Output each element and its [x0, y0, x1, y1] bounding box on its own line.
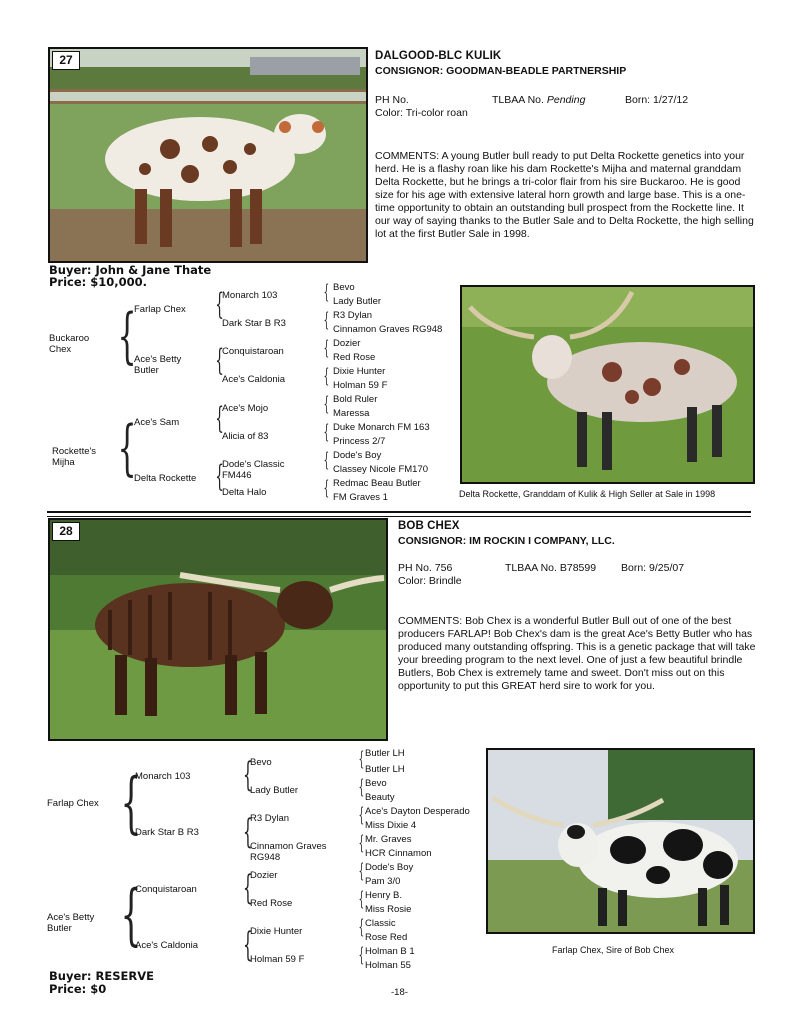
ped28-ggg-10: Pam 3/0 — [365, 876, 401, 887]
delta-rockette-caption: Delta Rockette, Granddam of Kulik & High Seller at Sale in 1998 — [459, 489, 716, 499]
brace-icon: { — [215, 287, 224, 322]
ped28-gg-7: Dixie Hunter — [250, 926, 303, 937]
brace-icon: { — [358, 774, 365, 798]
ped27-ggg-2: Lady Butler — [333, 296, 382, 307]
ped28-g-1: Monarch 103 — [135, 771, 191, 782]
section-divider-thin — [47, 516, 751, 517]
brace-icon: { — [323, 419, 330, 443]
ped27-dam: Rockette's Mijha — [52, 446, 97, 468]
ped27-ggg-10: Maressa — [333, 408, 370, 419]
lot-28-title: BOB CHEX — [398, 520, 460, 532]
lot-27-born — [625, 94, 688, 107]
lot-28-buyer: Buyer: RESERVE — [49, 969, 154, 983]
lot-27-title: DALGOOD-BLC KULIK — [375, 50, 502, 62]
lot-27-born-date: 1/27/12 — [653, 94, 689, 106]
ped28-g-2: Dark Star B R3 — [135, 827, 199, 838]
brace-icon: { — [358, 914, 365, 938]
ped28-ggg-3: Bevo — [365, 778, 387, 789]
brace-icon: { — [358, 886, 365, 910]
ped27-ggg-12: Princess 2/7 — [333, 436, 386, 447]
brace-icon: { — [242, 925, 253, 965]
ped27-ggg-8: Holman 59 F — [333, 380, 388, 391]
ped27-ggg-15: Redmac Beau Butler — [333, 478, 421, 489]
brace-icon: { — [358, 830, 365, 854]
lot-28-tlbaa: TLBAA No. B78599 — [505, 562, 597, 574]
ped28-g-3: Conquistaroan — [135, 884, 197, 895]
ped28-ggg-1: Butler LH — [365, 748, 405, 759]
delta-rockette-photo — [460, 285, 755, 484]
brace-icon: { — [323, 447, 330, 471]
ped28-dam: Ace's Betty Butler — [47, 912, 95, 934]
lot-27-tlbaa-value: Pending — [546, 94, 586, 106]
ped27-sire: Buckaroo Chex — [49, 333, 90, 355]
ped28-ggg-8: HCR Cinnamon — [365, 848, 432, 859]
ped28-ggg-4: Beauty — [365, 792, 395, 803]
lot-27-ph: PH No. — [375, 94, 409, 106]
ped27-ggg-7: Dixie Hunter — [333, 366, 386, 377]
brace-icon: { — [323, 391, 330, 415]
brace-icon: { — [242, 812, 253, 852]
brace-icon: { — [215, 459, 224, 494]
lot-27-tlbaa-label: TLBAA No. — [492, 94, 544, 106]
ped27-g-4: Delta Rockette — [134, 473, 197, 484]
ped27-ggg-13: Dode's Boy — [333, 450, 382, 461]
brace-icon: { — [117, 413, 137, 483]
ped27-gg-6: Alicia of 83 — [222, 431, 269, 442]
ped28-ggg-11: Henry B. — [365, 890, 402, 901]
ped28-ggg-5: Ace's Dayton Desperado — [365, 806, 470, 817]
lot-27-comments: COMMENTS: A young Butler bull ready to put Delta Rockette genetics into your herd. He is a flashy roan like his dam Rockette's Mijha and maternal granddam Delta Rockette, but he brings a tri-color flair from his sire Buckaroo. He is good size for his age with extensive lateral horn growth and large base. This is a one-time opportunity to obtain an outstanding bull prospect from the Rockette line. It our way of saying thanks to the Butler Sale and to Delta Rockette, the high selling lot at the first Butler Sale in 1998. — [375, 150, 754, 240]
ped28-gg-3: R3 Dylan — [250, 813, 290, 824]
lot-28-comments: COMMENTS: Bob Chex is a wonderful Butler Bull out of one of the best producers FARLAP! Bob Chex's dam is the great Ace's Betty Butler who has produced many outstanding offspring. This is a genetic package that will take your breeding program to the next level. One of just a few beautiful brindle Butlers, Bob Chex is extremely tame and sweet. Don't miss out on this opportunity to put this GREAT herd sire to work for you. — [398, 615, 756, 692]
lot-28-ph: PH No. 756 — [398, 562, 453, 574]
brace-icon: { — [358, 942, 365, 966]
lot-28-bull-photo — [48, 518, 388, 741]
ped28-g-4: Ace's Caldonia — [135, 940, 199, 951]
brace-icon: { — [242, 755, 253, 795]
ped27-gg-7: Dode's Classic FM446 — [222, 459, 285, 481]
ped28-gg-8: Holman 59 F — [250, 954, 305, 965]
lot-28-consignor: CONSIGNOR: IM ROCKIN I COMPANY, LLC. — [398, 535, 615, 547]
farlap-chex-caption: Farlap Chex, Sire of Bob Chex — [552, 945, 675, 955]
brace-icon: { — [323, 279, 330, 303]
lot-number-27: 27 — [52, 51, 80, 70]
ped28-gg-6: Red Rose — [250, 898, 293, 909]
ped27-gg-4: Ace's Caldonia — [222, 374, 286, 385]
brace-icon: { — [323, 363, 330, 387]
lot-27-price: Price: $10,000. — [49, 275, 148, 289]
ped28-ggg-6: Miss Dixie 4 — [365, 820, 417, 831]
lot-27-bull-photo — [48, 47, 368, 263]
ped27-gg-2: Dark Star B R3 — [222, 318, 286, 329]
lot-27-buyer: Buyer: John & Jane Thate — [49, 263, 212, 277]
ped27-ggg-1: Bevo — [333, 282, 355, 293]
lot-number-28: 28 — [52, 522, 80, 541]
ped28-ggg-16: Holman 55 — [365, 960, 411, 971]
brace-icon: { — [323, 475, 330, 499]
ped27-ggg-3: R3 Dylan — [333, 310, 373, 321]
ped27-g-1: Farlap Chex — [134, 304, 186, 315]
brace-icon: { — [215, 343, 224, 378]
brace-icon: { — [242, 868, 253, 908]
ped28-gg-4: Cinnamon Graves RG948 — [250, 841, 327, 863]
ped28-ggg-2: Butler LH — [365, 764, 405, 775]
brace-icon: { — [323, 335, 330, 359]
brace-icon: { — [120, 876, 142, 953]
page-number: -18- — [391, 987, 408, 998]
ped28-ggg-13: Classic — [365, 918, 396, 929]
ped27-ggg-16: FM Graves 1 — [333, 492, 388, 503]
lot-28-color: Color: Brindle — [398, 575, 462, 587]
ped28-ggg-7: Mr. Graves — [365, 834, 412, 845]
lot-27-born-label: Born: — [625, 94, 651, 106]
ped27-ggg-9: Bold Ruler — [333, 394, 378, 405]
ped27-gg-3: Conquistaroan — [222, 346, 284, 357]
ped28-ggg-9: Dode's Boy — [365, 862, 414, 873]
ped28-gg-5: Dozier — [250, 870, 278, 881]
brace-icon: { — [120, 764, 142, 841]
ped28-ggg-14: Rose Red — [365, 932, 408, 943]
ped27-gg-1: Monarch 103 — [222, 290, 278, 301]
ped28-gg-2: Lady Butler — [250, 785, 299, 796]
lot-27-color: Color: Tri-color roan — [375, 107, 468, 119]
ped27-gg-5: Ace's Mojo — [222, 403, 269, 414]
ped27-gg-8: Delta Halo — [222, 487, 267, 498]
ped27-ggg-14: Classey Nicole FM170 — [333, 464, 429, 475]
ped27-ggg-5: Dozier — [333, 338, 361, 349]
brace-icon: { — [358, 802, 365, 826]
section-divider — [47, 511, 751, 513]
ped27-ggg-6: Red Rose — [333, 352, 376, 363]
ped28-sire: Farlap Chex — [47, 798, 99, 809]
ped27-g-3: Ace's Sam — [134, 417, 180, 428]
lot-27-consignor: CONSIGNOR: GOODMAN-BEADLE PARTNERSHIP — [375, 65, 627, 77]
lot-28-price: Price: $0 — [49, 982, 107, 996]
farlap-chex-photo — [486, 748, 755, 934]
ped28-ggg-12: Miss Rosie — [365, 904, 412, 915]
lot-27-tlbaa — [492, 94, 585, 107]
lot-28-born: Born: 9/25/07 — [621, 562, 685, 574]
brace-icon: { — [358, 746, 365, 770]
ped27-ggg-11: Duke Monarch FM 163 — [333, 422, 430, 433]
brace-icon: { — [358, 858, 365, 882]
brace-icon: { — [323, 307, 330, 331]
brace-icon: { — [215, 401, 224, 436]
ped27-ggg-4: Cinnamon Graves RG948 — [333, 324, 443, 335]
brace-icon: { — [117, 301, 137, 371]
ped27-g-2: Ace's Betty Butler — [134, 354, 182, 376]
ped28-gg-1: Bevo — [250, 757, 272, 768]
ped28-ggg-15: Holman B 1 — [365, 946, 415, 957]
